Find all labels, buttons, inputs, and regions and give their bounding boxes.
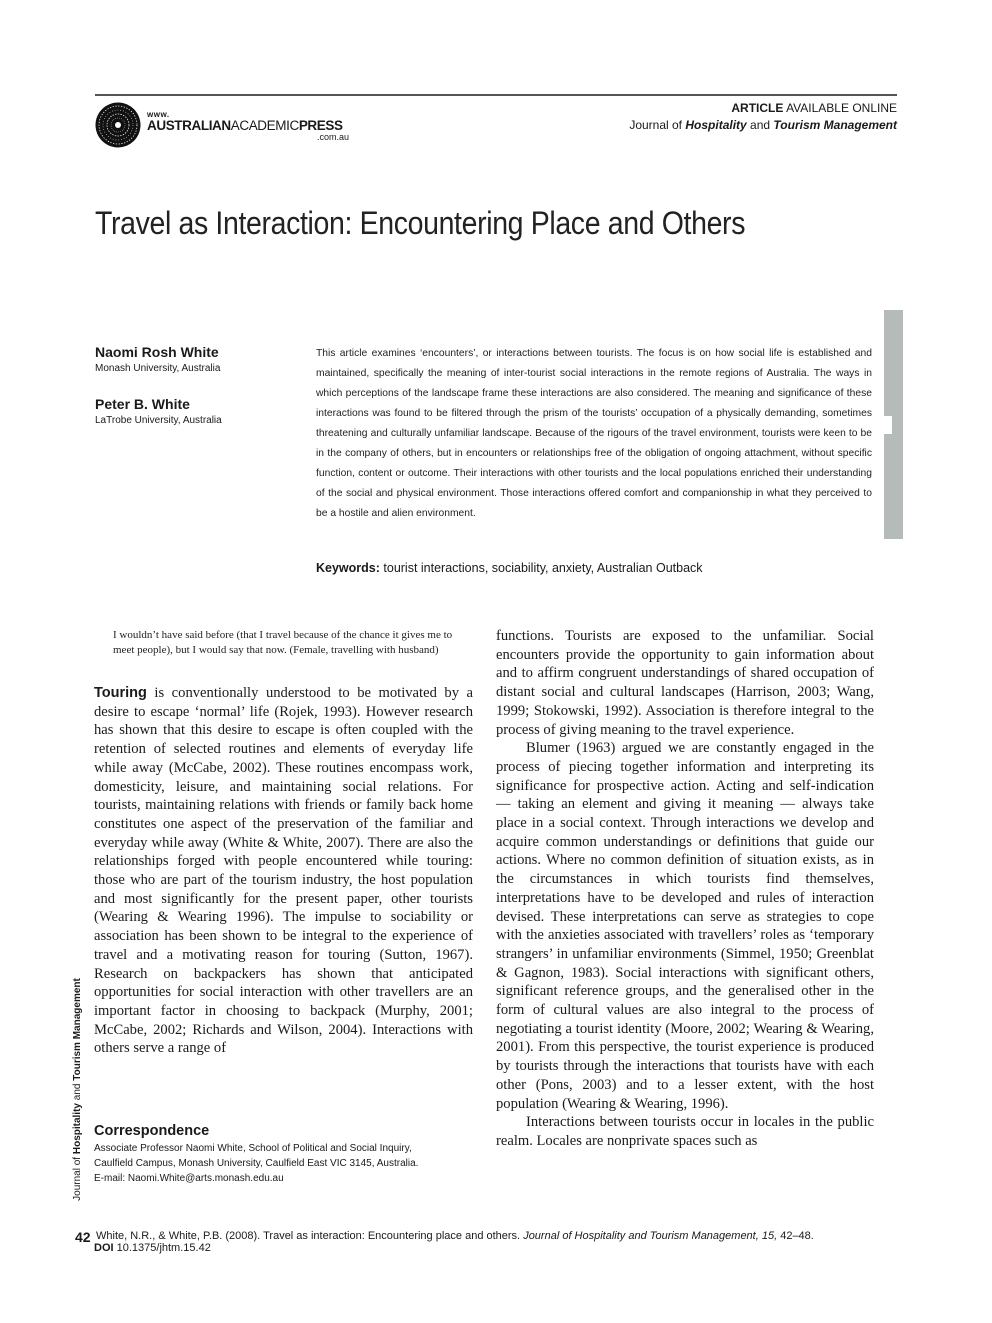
page-number: 42 — [75, 1229, 91, 1245]
spine-word-tourism: Tourism Management — [72, 978, 83, 1081]
citation-authors-title: White, N.R., & White, P.B. (2008). Travel as interaction: Encountering place and others. — [96, 1230, 521, 1242]
doi-value: 10.1375/jhtm.15.42 — [116, 1242, 211, 1254]
available-online: AVAILABLE ONLINE — [786, 101, 897, 115]
spine-text — [72, 972, 90, 1207]
spine-and: and — [72, 1083, 83, 1101]
body-paragraph: Blumer (1963) argued we are constantly engaged in the process of piecing together information and interpreting its significance for prospective action. Acting and self-indication — taking an element and giving it meaning — always take place in a social context. Through interactions we develop and acquire common understandings or definitions that guide our actions. Where no common definition of situation exists, as in the circumstances in which tourists find themselves, interpretations have to be developed and rules of interaction devised. These interpretations can serve as strategies to cope with the anxieties associated with travellers’ roles as ‘temporary strangers’ in unfamiliar environments (Simmel, 1950; Greenblat & Gagnon, 1983). Social interactions with significant others, significant reference groups, and the generalised other in the form of cultural values are also integral to the process of negotiating a tourist identity (Moore, 2002; Wearing & Wearing, 2001). From this perspective, the tourist experience is produced by tourists through the interactions that tourists have with each other (Pons, 2003) and to a lesser extent, with the host population (Wearing & Wearing, 1996). — [496, 740, 874, 1112]
side-tab-notch — [884, 416, 892, 434]
spine-word-hospitality: Hospitality — [72, 1103, 83, 1155]
logo-name-mid: ACADEMIC — [230, 118, 299, 133]
citation — [96, 1229, 814, 1243]
epigraph-quote: I wouldn’t have said before (that I travel because of the chance it gives me to meet people), but I would say that now. (Female, travelling with husband) — [113, 629, 453, 656]
body-column-left — [94, 684, 473, 1058]
author-affiliation-2: LaTrobe University, Australia — [95, 415, 222, 426]
correspondence-heading: Correspondence — [94, 1123, 210, 1139]
keywords-text: tourist interactions, sociability, anxiety, Australian Outback — [383, 561, 703, 575]
body-column-right — [496, 627, 874, 1151]
citation-journal: Journal of Hospitality and Tourism Management, 15, — [523, 1230, 778, 1242]
body-paragraph: Interactions between tourists occur in locales in the public realm. Locales are nonprivate spaces such as — [496, 1114, 874, 1149]
top-rule — [95, 94, 897, 96]
article-label: ARTICLE — [731, 101, 784, 115]
journal-spine-label — [70, 972, 92, 1207]
logo-www: www. — [147, 110, 170, 119]
citation-pages: 42–48. — [780, 1230, 814, 1242]
logo-domain: .com.au — [317, 132, 350, 142]
logo-name-end: PRESS — [298, 118, 343, 133]
author-affiliation-1: Monash University, Australia — [95, 363, 221, 374]
correspondence-email[interactable]: E-mail: Naomi.White@arts.monash.edu.au — [94, 1173, 284, 1184]
body-left-text: is conventionally understood to be motivated by a desire to escape ‘normal’ life (Rojek, 1993). However research has shown that this desire to escape is often coupled with the retention of selected routines and elements of everyday life while away (McCabe, 2002). These routines encompass work, domesticity, leisure, and maintaining social relations. For tourists, maintaining relations with friends or family back home constitutes one aspect of the preservation of the familiar and everyday while away (White & White, 2007). There are also the relationships forged with people encountered while touring: those who are part of the tourism industry, the host population and most significantly for the present paper, other tourists (Wearing & Wearing 1996). The impulse to sociability or association has been shown to be integral to the experience of travel and a motivating reason for touring (Sutton, 1967). Research on backpackers has shown that anticipated opportunities for social interaction with other travellers are an important factor in choosing to backpack (Murphy, 2001; McCabe, 2002; Richards and Wilson, 2004). Interactions with others serve a range of — [94, 685, 473, 1057]
logo-name — [147, 118, 343, 133]
correspondence-details — [94, 1141, 474, 1186]
body-paragraph — [94, 684, 473, 1058]
journal-and: and — [750, 118, 771, 132]
abstract: This article examines ‘encounters’, or interactions between tourists. The focus is on how social life is established and maintained, specifically the meaning of inter-tourist social interactions in the remote regions of Australia. The ways in which perceptions of the landscape frame these interactions are also considered. The meaning and significance of these interactions was found to be filtered through the prism of the tourists’ occupation of a physically demanding, sometimes threatening and culturally unfamiliar landscape. Because of the rigours of the travel environment, tourists were keen to be in the company of others, but in encounters or relationships free of the obligation of ongoing attachment, without specific function, content or outcome. Their interactions with other tourists and the local populations enriched their understanding of the social and physical environment. Those interactions offered comfort and companionship in what they perceived to be a hostile and alien environment. — [316, 348, 872, 519]
publisher-logo[interactable] — [95, 102, 365, 148]
keywords — [316, 561, 876, 575]
journal-word-tourism: Tourism Management — [773, 118, 897, 132]
author-name-2: Peter B. White — [95, 396, 190, 412]
correspondence-line: Caulfield Campus, Monash University, Caulfield East VIC 3145, Australia. — [94, 1158, 419, 1169]
keywords-label: Keywords: — [316, 561, 380, 575]
publisher-seal-icon — [95, 102, 141, 148]
doi-label: DOI — [94, 1242, 114, 1254]
correspondence-line: Associate Professor Naomi White, School of Political and Social Inquiry, — [94, 1143, 412, 1154]
journal-prefix: Journal of — [629, 118, 683, 132]
article-availability — [629, 100, 897, 117]
journal-word-hospitality: Hospitality — [685, 118, 747, 132]
author-name-1: Naomi Rosh White — [95, 344, 219, 360]
spine-prefix: Journal of — [72, 1156, 83, 1201]
doi[interactable] — [94, 1242, 211, 1254]
body-paragraph: functions. Tourists are exposed to the unfamiliar. Social encounters provide the opportunity to gain information about and to affirm congruent understandings of shared occupation of distant social and cultural landscapes (Harrison, 2003; Wang, 1999; Stokowski, 1992). Association is therefore integral to the process of giving meaning to the travel experience. — [496, 628, 874, 738]
article-title: Travel as Interaction: Encountering Place and Others — [95, 205, 746, 242]
journal-header — [629, 100, 897, 134]
logo-name-bold: AUSTRALIAN — [147, 118, 231, 133]
journal-name — [629, 117, 897, 134]
lead-word: Touring — [94, 685, 147, 701]
